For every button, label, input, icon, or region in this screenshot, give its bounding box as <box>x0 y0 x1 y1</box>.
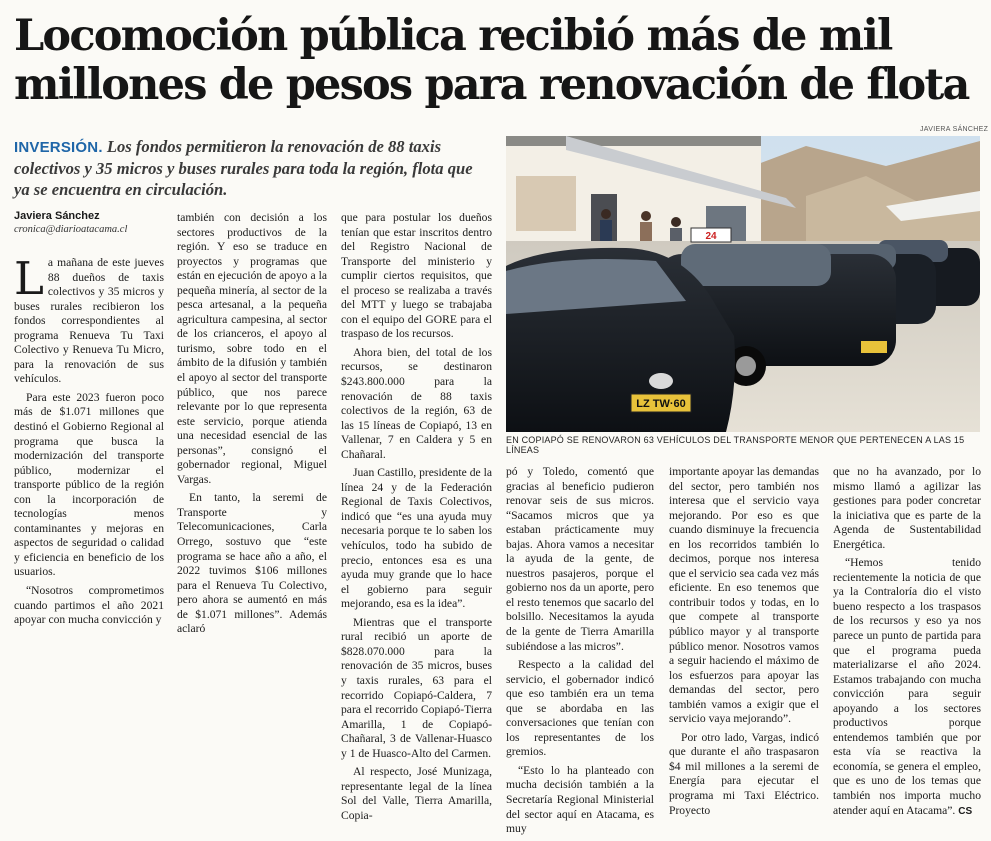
col1-paragraph: Para este 2023 fueron poco más de $1.071 millones que destinó el Gobierno Regional al programa que busca la modernización del transporte público, modernizar el transporte público de la región con la incorporación de tecnologías menos contaminantes y mejoras en aspectos de seguridad o calidad y eficiencia en beneficio de los usuarios. <box>14 390 164 579</box>
article-column-1 <box>14 252 164 632</box>
article-column-6 <box>833 465 981 823</box>
end-seal-icon: CS <box>958 805 973 817</box>
col5-paragraph: Por otro lado, Vargas, indicó que durante el año traspasaron $4 mil millones a la seremi de Energía para ejecutar el programa mi Taxi Eléctrico. Proyecto <box>669 730 819 817</box>
article-column-5 <box>669 465 819 822</box>
col3-paragraph: que para postular los dueños tenían que estar inscritos dentro del Registro Nacional de Transporte del ministerio y cumplir ciertos requisitos, que el proceso se realizaba a través del MTT y luego se trabajaba con el equipo del GORE para el traspaso de los recursos. <box>341 211 492 341</box>
taxi-fleet-illustration <box>506 136 980 432</box>
headline: Locomoción pública recibió más de mil millones de pesos para renovación de flota <box>14 11 969 110</box>
col1-paragraph: “Nosotros comprometimos cuando partimos el año 2021 apoyar con mucha convicción y <box>14 584 164 627</box>
lead-paragraph <box>14 136 492 200</box>
lead-kicker: INVERSIÓN. <box>14 139 103 156</box>
col6-paragraph: que no ha avanzado, por lo mismo llamó a agilizar las gestiones para poder concretar la iniciativa que es parte de la Agenda de Sustentabilidad Energética. <box>833 465 981 551</box>
article-column-3 <box>341 211 492 827</box>
col3-paragraph: Ahora bien, del total de los recursos, se destinaron $243.800.000 para la renovación de 88 taxis colectivos de la región, 63 de las 15 líneas de Copiapó, 13 en Vallenar, 7 en Caldera y 5 en Chañaral. <box>341 345 492 461</box>
byline-author: Javiera Sánchez <box>14 210 100 222</box>
byline <box>14 210 164 235</box>
article-column-4 <box>506 465 654 841</box>
news-photo <box>506 136 980 432</box>
dropcap: L <box>14 252 44 305</box>
col3-paragraph: Al respecto, José Munizaga, representante legal de la línea Sol del Valle, Tierra Amarilla, Copia- <box>341 765 492 822</box>
article-column-2 <box>177 211 327 641</box>
col4-paragraph: Respecto a la calidad del servicio, el gobernador indicó que eso también era un tema que se abordaba en las conversaciones que tenían con los representantes de los gremios. <box>506 658 654 759</box>
photo-caption: EN COPIAPÓ SE RENOVARON 63 VEHÍCULOS DEL TRANSPORTE MENOR QUE PERTENECEN A LAS 15 LÍNEAS <box>506 435 965 455</box>
col6-paragraph <box>833 556 981 819</box>
byline-email: cronica@diarioatacama.cl <box>14 224 128 235</box>
col3-paragraph: Mientras que el transporte rural recibió un aporte de $828.070.000 para la renovación de 35 micros, buses y taxis rurales, 63 para el recorrido Copiapó-Caldera, 7 para el recorrido Copiapó-Tierra Amarilla, 1 de Copiapó-Chañaral, 3 de Vallenar-Huasco y 1 de Huasco-Alto del Carmen. <box>341 615 492 760</box>
col1-paragraph <box>14 252 164 387</box>
col5-paragraph: importante apoyar las demandas del sector, pero también nos interesa que el servicio vaya mejorando. Por eso es que cuando disminuye la frecuencia en los recorridos también lo decimos, porque nos interesa que el servicio sea cada vez más eficiente. En eso tenemos que contribuir todos y todas, en lo que compete al transporte público mayor y al transporte público menor. Nosotros vamos a seguir haciendo el máximo de los esfuerzos para apoyar las demandas del sector, pero también vamos a exigir que el servicio vaya mejorando”. <box>669 465 819 726</box>
col1-p1-text: a mañana de este jueves 88 dueños de taxis colectivos y 35 micros y buses rurales recibieron los fondos correspondientes al programa Renueva Tu Taxi Colectivo y Renueva Tu Micro, para la renovación de sus vehículos. <box>14 256 164 386</box>
col4-paragraph: pó y Toledo, comentó que gracias al beneficio pudieron renovar seis de sus micros. “Sacamos micros que ya estaban prácticamente muy bajas. Ahora vamos a necesitar la ayuda de la gente, de nuestros pasajeros, porque el gobierno nos da un aporte, pero el resto tenemos que sacarlo del bolsillo. Necesitamos la ayuda de la gente de Tierra Amarilla subiéndose a las micros”. <box>506 465 654 653</box>
line-sign-number: 24 <box>705 231 717 242</box>
col6-p2-text: “Hemos tenido recientemente la noticia de que ya la Contraloría dio el visto bueno respecto a los traspasos de los recursos y eso ya nos parece un punto de partida para que el programa pueda materializarse el año 2024. Estamos trabajando con mucha convicción para seguir apoyando a los sectores productivos porque entendemos también que por esta vía se reactiva la economía, se genera el empleo, que es uno de los temas que también nos importa mucho atender aquí en Atacama”. <box>833 556 981 817</box>
col4-paragraph: “Esto lo ha planteado con mucha decisión también a la Secretaría Regional Ministerial del sector aquí en Atacama, es muy <box>506 763 654 836</box>
lead-text: Los fondos permitieron la renovación de 88 taxis colectivos y 35 micros y buses rurales para toda la región, flota que ya se encuentra en circulación. <box>14 137 473 199</box>
col2-paragraph: también con decisión a los sectores productivos de la región. Y eso se traduce en proyectos y programas que están en ejecución de apoyo a la pequeña minería, al sector de la pesca artesanal, a la pequeña agricultura campesina, al sector de los crianceros, el apoyo al turismo, sobre todo en el ámbito de la difusión y también el apoyo al sector del transporte público, que nos parece relevante por lo que representa este servicio, porque atienda una necesidad esencial de las personas”, consignó el gobernador regional, Miguel Vargas. <box>177 211 327 486</box>
photo-credit: JAVIERA SÁNCHEZ <box>920 126 989 133</box>
col3-paragraph: Juan Castillo, presidente de la línea 24 y de la Federación Regional de Taxis Colectivos, indicó que “es una ayuda muy necesaria porque te lo saben los vehículos, todo ha subido de precio, entonces esa es una ayuda muy grande que lo hace el gobierno para seguir mejorando, esa es la idea”. <box>341 466 492 611</box>
col2-paragraph: En tanto, la seremi de Transporte y Telecomunicaciones, Carla Orrego, sostuvo que “este programa se hace año a año, el 2022 tuvimos $106 millones para el Renueva Tu Colectivo, pero ahora se aumentó en más de $1.071 millones”. Además aclaró <box>177 491 327 636</box>
plate-front: LZ TW·60 <box>636 398 686 410</box>
